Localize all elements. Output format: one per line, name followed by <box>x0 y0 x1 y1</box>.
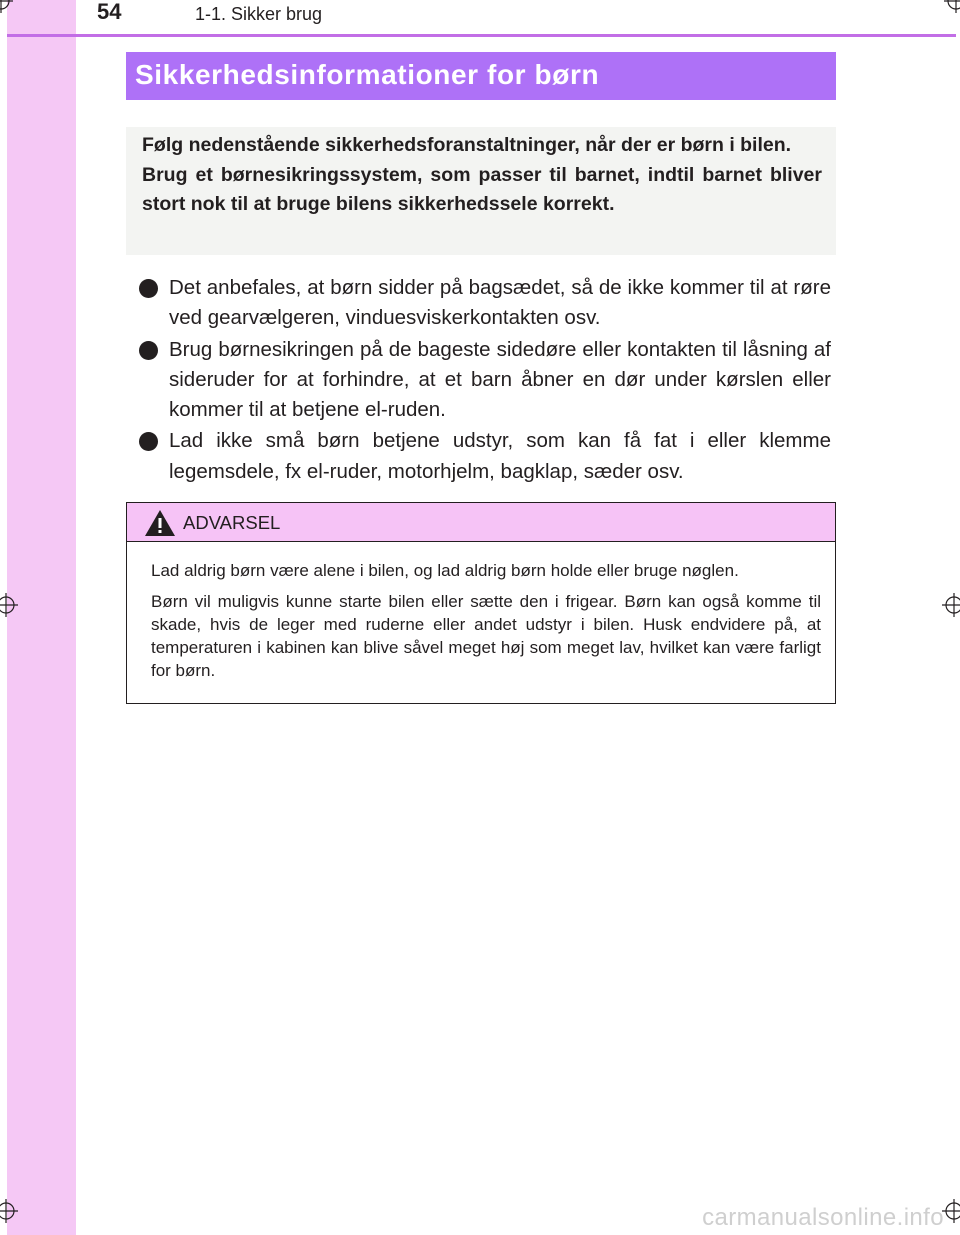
registration-mark-icon <box>944 0 960 13</box>
header-rule <box>7 34 956 37</box>
registration-mark-icon <box>0 593 18 617</box>
list-item-text: Lad ikke små børn betjene udstyr, som kan få fat i eller klemme legemsdele, fx el-ruder, motorhjelm, bagklap, sæder osv. <box>169 429 831 483</box>
bullet-icon <box>139 341 158 360</box>
intro-box <box>126 127 836 255</box>
warning-title: ADVARSEL <box>183 512 281 533</box>
bullet-list <box>139 273 831 488</box>
bullet-icon <box>139 279 158 298</box>
side-strip <box>7 0 76 1235</box>
warning-paragraph: Lad aldrig børn være alene i bilen, og lad aldrig børn holde eller bruge nøglen. <box>151 561 739 580</box>
list-item-text: Brug børnesikringen på de bageste sidedøre eller kontakten til låsning af sideruder for at forhindre, at et barn åbner en dør under kørslen eller kommer til at betjene el-ruden. <box>169 337 831 422</box>
intro-paragraph: Brug et børnesikringssystem, som passer til barnet, indtil barnet bliver stort nok til at bruge bilens sikkerhedssele korrekt. <box>142 163 822 215</box>
watermark: carmanualsonline.info <box>702 1204 944 1231</box>
warning-triangle-icon <box>144 509 176 537</box>
warning-paragraph: Børn vil muligvis kunne starte bilen eller sætte den i frigear. Børn kan også komme til skade, hvis de leger med ruderne eller andet udstyr i bilen. Husk endvidere på, at temperaturen i kabinen kan blive såvel meget høj som meget lav, hvilket kan være farligt for børn. <box>151 592 821 680</box>
list-item-text: Det anbefales, at børn sidder på bagsædet, så de ikke kommer til at røre ved gearvælgeren, vinduesviskerkontakten osv. <box>169 276 831 330</box>
section-label: 1-1. Sikker brug <box>195 4 323 24</box>
list-item <box>139 426 831 487</box>
registration-mark-icon <box>0 0 13 13</box>
section-title: Sikkerhedsinformationer for børn <box>135 59 600 90</box>
list-item <box>139 335 831 426</box>
warning-header <box>127 503 835 542</box>
warning-box <box>126 502 836 704</box>
bullet-icon <box>139 432 158 451</box>
warning-body <box>127 542 835 682</box>
section-title-band <box>126 52 836 100</box>
registration-mark-icon <box>0 1199 18 1223</box>
registration-mark-icon <box>942 1199 960 1223</box>
list-item <box>139 273 831 334</box>
intro-paragraph: Følg nedenstående sikkerhedsforanstaltninger, når der er børn i bilen. <box>142 134 792 156</box>
page-number: 54 <box>97 0 122 24</box>
registration-mark-icon <box>942 593 960 617</box>
